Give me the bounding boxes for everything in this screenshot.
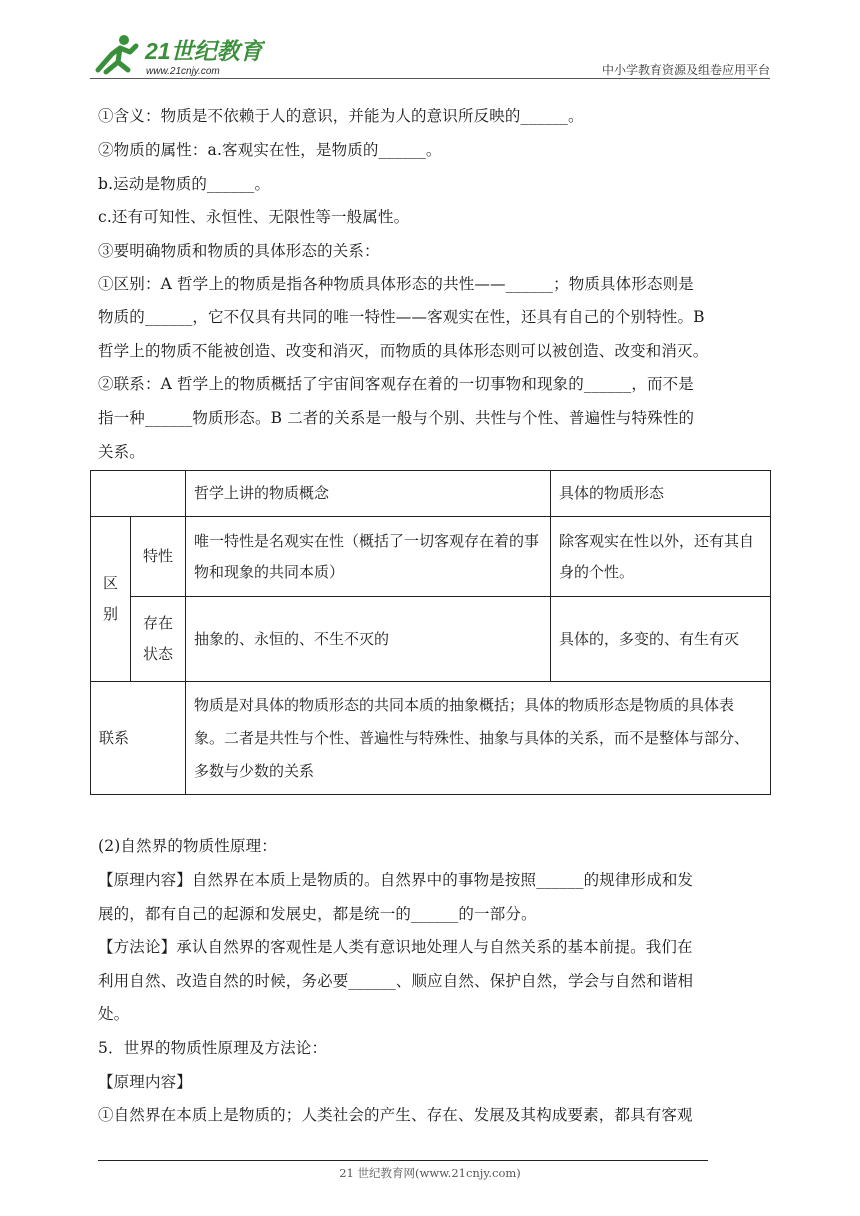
footer-text: 21 世纪教育网(www.21cnjy.com)	[339, 1166, 521, 1180]
table-cell: 唯一特性是名观实在性（概括了一切客观存在着的事物和现象的共同本质）	[186, 517, 551, 597]
text-line: ①含义：物质是不依赖于人的意识，并能为人的意识所反映的______。	[98, 107, 584, 125]
table-row	[91, 682, 771, 795]
svg-text:21世纪教育: 21世纪教育	[145, 38, 263, 64]
table-corner-cell	[91, 471, 186, 517]
table-header-row	[91, 471, 771, 517]
footer-divider	[98, 1160, 708, 1161]
text-line: 【原理内容】自然界在本质上是物质的。自然界中的事物是按照______的规律形成和发	[98, 871, 694, 889]
text-line: ②联系：A 哲学上的物质概括了宇宙间客观存在着的一切事物和现象的______，而不是	[98, 375, 694, 393]
platform-name: 中小学教育资源及组卷应用平台	[601, 63, 770, 77]
comparison-table	[90, 470, 771, 795]
text-line: b.运动是物质的______。	[98, 175, 271, 193]
row-label-cell	[131, 597, 186, 682]
header-divider	[90, 78, 770, 79]
table-cell: 除客观实在性以外，还有其自身的个性。	[551, 517, 771, 597]
table-cell: 抽象的、永恒的、不生不灭的	[186, 597, 551, 682]
text-line: 物质的______，它不仅具有共同的唯一特性——客观实在性，还具有自己的个别特性。B	[98, 308, 705, 326]
table-header-cell: 哲学上讲的物质概念	[186, 471, 551, 517]
text-line: ①区别：A 哲学上的物质是指各种物质具体形态的共性——______；物质具体形态则是	[98, 275, 694, 293]
group-label-char: 区	[102, 574, 118, 592]
text-line: 哲学上的物质不能被创造、改变和消灭，而物质的具体形态则可以被创造、改变和消灭。	[98, 342, 709, 360]
row-label-cell: 联系	[91, 682, 186, 795]
text-line: (2)自然界的物质性原理：	[98, 837, 277, 855]
text-line: ②物质的属性：a.客观实在性，是物质的______。	[98, 141, 442, 159]
runner-body-icon	[98, 46, 136, 72]
runner-head-icon	[119, 35, 129, 45]
row-label-line: 状态	[142, 645, 173, 663]
group-label-char: 别	[102, 605, 118, 623]
table-cell: 具体的，多变的、有生有灭	[551, 597, 771, 682]
text-line: 展的，都有自己的起源和发展史，都是统一的______的一部分。	[98, 905, 537, 923]
table-row	[91, 597, 771, 682]
page-header	[90, 30, 770, 80]
group-label-cell	[91, 517, 131, 682]
row-label-cell: 特性	[131, 517, 186, 597]
text-line: 关系。	[98, 443, 145, 461]
text-line: 【原理内容】	[98, 1073, 192, 1091]
table-cell: 物质是对具体的物质形态的共同本质的抽象概括；具体的物质形态是物质的具体表象。二者是共性与个性、普遍性与特殊性、抽象与具体的关系，而不是整体与部分、多数与少数的关系	[186, 682, 771, 795]
text-line: c.还有可知性、永恒性、无限性等一般属性。	[98, 208, 410, 226]
text-line: ③要明确物质和物质的具体形态的关系：	[98, 242, 380, 260]
text-line: ①自然界在本质上是物质的；人类社会的产生、存在、发展及其构成要素，都具有客观	[98, 1106, 693, 1124]
text-line: 【方法论】承认自然界的客观性是人类有意识地处理人与自然关系的基本前提。我们在	[98, 938, 693, 956]
svg-text:www.21cnjy.com: www.21cnjy.com	[146, 66, 220, 77]
row-label-line: 存在	[142, 614, 173, 632]
logo	[90, 30, 265, 80]
text-line: 利用自然、改造自然的时候，务必要______、顺应自然、保护自然，学会与自然和谐相	[98, 972, 694, 990]
text-line: 处。	[98, 1005, 130, 1023]
table-row	[91, 517, 771, 597]
text-line: 5．世界的物质性原理及方法论：	[98, 1039, 328, 1057]
table-header-cell: 具体的物质形态	[551, 471, 771, 517]
text-line: 指一种______物质形态。B 二者的关系是一般与个别、共性与个性、普遍性与特殊性的	[98, 409, 695, 427]
